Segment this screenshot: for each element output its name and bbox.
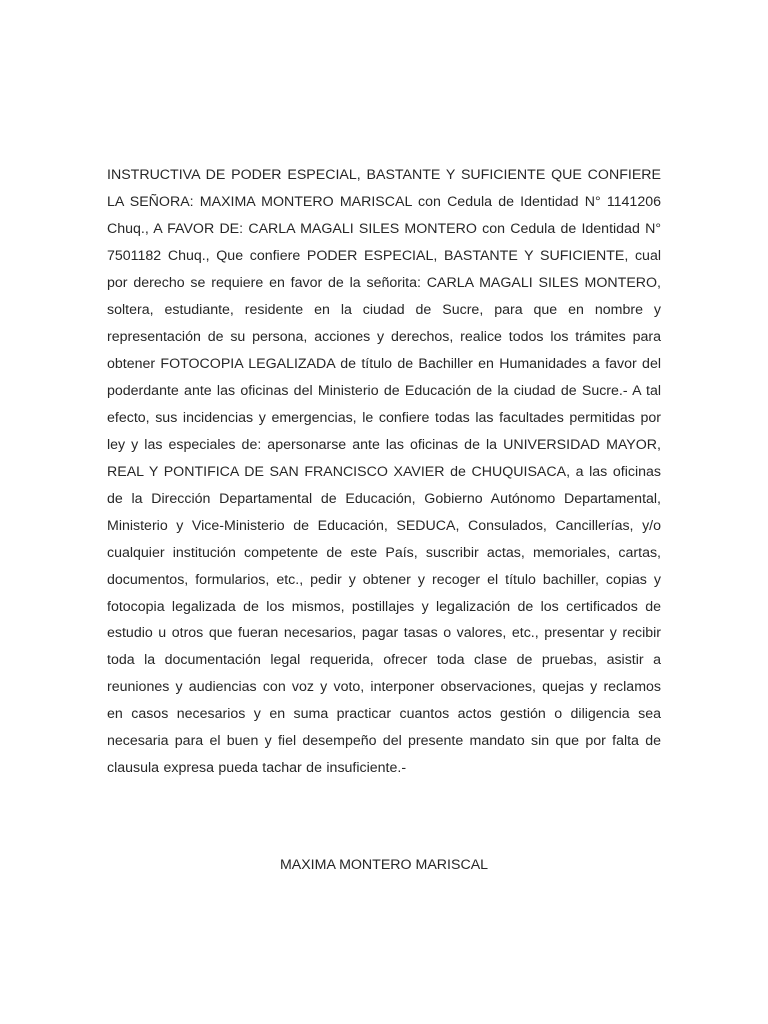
power-of-attorney-text: INSTRUCTIVA DE PODER ESPECIAL, BASTANTE Y SUFICIENTE QUE CONFIERE LA SEÑORA: MAXIMA MONTERO MARISCAL con Cedula de Identidad N° 1141206 Chuq., A FAVOR DE: CARLA MAGALI SILES MONTERO con Cedula de Identidad N° 7501182 Chuq., Que confiere PODER ESPECIAL, BASTANTE Y SUFICIENTE, cual por derecho se requiere en favor de la señorita: CARLA MAGALI SILES MONTERO, soltera, estudiante, residente en la ciudad de Sucre, para que en nombre y representación de su persona, acciones y derechos, realice todos los trámites para obtener FOTOCOPIA LEGALIZADA de título de Bachiller en Humanidades a favor del poderdante ante las oficinas del Ministerio de Educación de la ciudad de Sucre.- A tal efecto, sus incidencias y emergencias, le confiere todas las facultades permitidas por ley y las especiales de: apersonarse ante las oficinas de la UNIVERSIDAD MAYOR, REAL Y PONTIFICA DE SAN FRANCISCO XAVIER de CHUQUISACA, a las oficinas de la Dirección Departamental de Educación, Gobierno Autónomo Departamental, Ministerio y Vice-Ministerio de Educación, SEDUCA, Consulados, Cancillerías, y/o cualquier institución competente de este País, suscribir actas, memoriales, cartas, documentos, formularios, etc., pedir y obtener y recoger el título bachiller, copias y fotocopia legalizada de los mismos, postillajes y legalización de los certificados de estudio u otros que fueran necesarios, pagar tasas o valores, etc., presentar y recibir toda la documentación legal requerida, ofrecer toda clase de pruebas, asistir a reuniones y audiencias con voz y voto, interponer observaciones, quejas y reclamos en casos necesarios y en suma practicar cuantos actos gestión o diligencia sea necesaria para el buen y fiel desempeño del presente mandato sin que por falta de clausula expresa pueda tachar de insuficiente.- bbox=[107, 167, 661, 777]
signature-name: MAXIMA MONTERO MARISCAL bbox=[279, 857, 489, 873]
